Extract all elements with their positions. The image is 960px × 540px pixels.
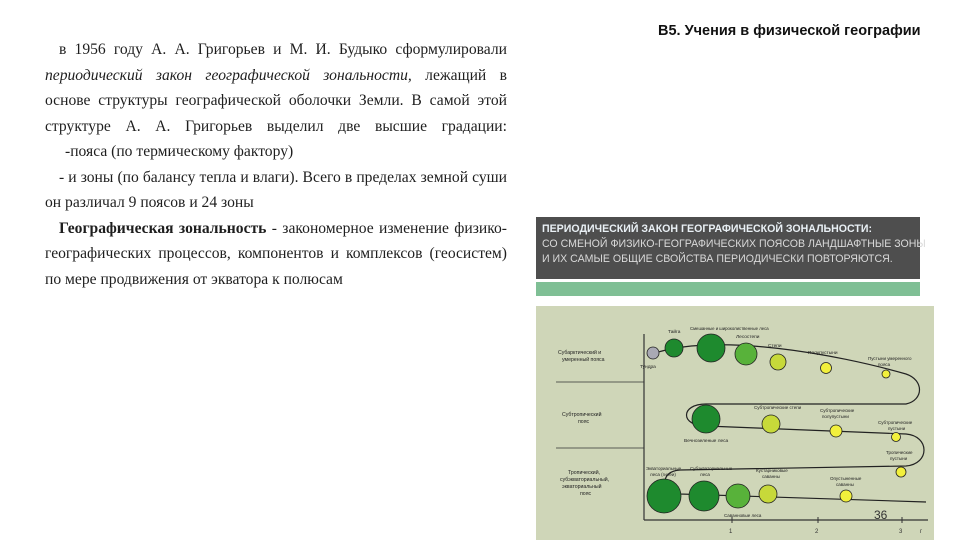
p1-italic: периодический закон географической зональности, <box>45 66 412 84</box>
zone-forest-steppe <box>735 343 757 365</box>
label-subtropical-semideserts: Субтропические полупустыни <box>820 408 855 419</box>
zone-equatorial-forests <box>647 479 681 513</box>
page-number: 36 <box>874 508 888 522</box>
zone-subtropical-steppes <box>762 415 780 433</box>
paragraph-3: - и зоны (по балансу тепла и влаги). Всего в пределах земной суши он различал 9 поясов и 24 зоны <box>45 168 507 211</box>
p4-bold: Географическая зональность <box>59 219 267 237</box>
zonality-diagram <box>536 306 934 540</box>
paragraph-1 <box>45 37 507 139</box>
zone-dry-savannas <box>726 484 750 508</box>
banner-line-2: СО СМЕНОЙ ФИЗИКО-ГЕОГРАФИЧЕСКИХ ПОЯСОВ ЛАНДШАФТНЫЕ ЗОНЫ <box>542 238 926 250</box>
x-tick-label-2: 2 <box>815 529 819 535</box>
body-text <box>45 37 507 292</box>
zone-subtropical-deserts <box>892 433 901 442</box>
svg-text:Тундра <box>640 364 656 370</box>
label-taiga: Тайга <box>668 330 681 335</box>
zone-subtropical-semideserts <box>830 425 842 437</box>
label-desert-savannas: Опустыненные саванны <box>830 476 862 487</box>
label-mixed-forests: Смешанные и широколиственные леса <box>690 326 769 331</box>
x-tick-label-3: 3 <box>899 529 903 535</box>
label-tropical-deserts: Тропические пустыни <box>886 450 913 461</box>
zone-steppes <box>770 354 786 370</box>
banner-line-3: И ИХ САМЫЕ ОБЩИЕ СВОЙСТВА ПЕРИОДИЧЕСКИ ПОВТОРЯЮТСЯ. <box>542 253 893 265</box>
p1-rest: лежащий в основе структуры географической оболочки Земли. В самой этой структуре А. А. Григорьев выделил две высшие градации: <box>45 66 507 135</box>
zone-mixed-forests <box>697 334 725 362</box>
p1-text: в 1956 году А. А. Григорьев и М. И. Будыко сформулировали <box>59 41 507 58</box>
zone-desert-savannas <box>840 490 852 502</box>
zone-tall-grass-savannas <box>759 485 777 503</box>
label-tall-grass-savannas: Кустарниковые саванны <box>756 468 788 479</box>
label-evergreen-forests: Вечнозеленые леса <box>684 439 729 444</box>
zone-semi-deserts <box>821 363 832 374</box>
label-subtropical-steppes: Субтропические степи <box>754 405 802 410</box>
zone-temperate-deserts <box>882 370 890 378</box>
belt-label-subarctic: Субарктический и умеренный пояса <box>558 350 605 363</box>
label-equatorial-forests: Экваториальные леса (гилеи) <box>646 466 682 477</box>
label-steppes: Степи <box>768 344 782 349</box>
label-forest-steppe: Лесостепи <box>736 335 760 340</box>
label-semi-deserts: Полупустыни <box>808 351 838 356</box>
p4-rest: - закономерное изменение физико-географических процессов, компонентов и комплексов (геосистем) по мере продвижения от экватора к полюсам <box>45 219 507 288</box>
zone-evergreen-forests <box>692 405 720 433</box>
slide-title: В5. Учения в физической географии <box>658 23 921 39</box>
zone-tropical-deserts <box>896 467 906 477</box>
paragraph-4 <box>45 216 507 293</box>
belt-label-tropical: Тропический, субэкваториальный, экваториальный пояс <box>560 470 610 497</box>
green-divider-bar <box>536 282 920 296</box>
label-dry-savannas: Саванновые леса <box>724 513 762 518</box>
zone-taiga <box>665 339 683 357</box>
x-tick-label-1: 1 <box>729 529 733 535</box>
label-tundra: Тундра <box>640 365 656 370</box>
label-temperate-deserts: Пустыни умеренного пояса <box>868 356 912 367</box>
zone-tundra <box>647 347 659 359</box>
banner-line-1: ПЕРИОДИЧЕСКИЙ ЗАКОН ГЕОГРАФИЧЕСКОЙ ЗОНАЛЬНОСТИ: <box>542 223 873 235</box>
label-subtropical-deserts: Субтропические пустыни <box>878 420 913 431</box>
zone-subequatorial-forests <box>689 481 719 511</box>
belt-label-subtropical: Субтропический пояс <box>562 412 602 425</box>
label-subequatorial-forests: Субэкваториальные леса <box>690 466 733 477</box>
paragraph-2: -пояса (по термическому фактору) <box>65 143 294 160</box>
law-banner <box>536 217 926 279</box>
x-axis-end-label: г <box>920 529 923 535</box>
